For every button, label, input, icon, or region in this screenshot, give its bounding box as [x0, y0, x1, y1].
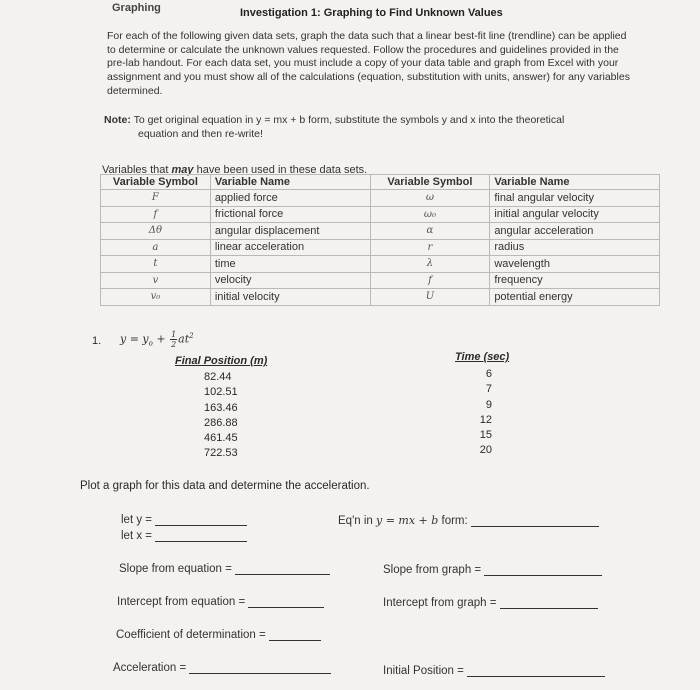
note-block — [104, 113, 629, 141]
position-value: 286.88 — [204, 416, 238, 429]
variable-symbol-cell: f — [370, 272, 490, 289]
initial-position-label: Initial Position = — [383, 665, 464, 677]
variable-name-cell: applied force — [210, 190, 370, 207]
variable-name-cell: time — [210, 256, 370, 273]
fraction-numerator: 1 — [171, 330, 177, 339]
variable-name-cell: linear acceleration — [210, 239, 370, 256]
formula-lhs: y = y — [120, 332, 149, 346]
eqn-label: Eq'n in — [338, 515, 376, 527]
slope-graph-field — [383, 564, 602, 576]
time-value: 6 — [485, 368, 492, 380]
variable-name-cell: wavelength — [490, 256, 660, 273]
variable-name-cell: angular acceleration — [490, 223, 660, 240]
variable-symbol-cell: F — [101, 190, 211, 207]
intercept-equation-label: Intercept from equation = — [117, 596, 246, 608]
variable-name-cell: velocity — [210, 272, 370, 289]
table-row — [101, 272, 660, 289]
acceleration-label: Acceleration = — [113, 662, 187, 674]
table-row — [101, 256, 660, 273]
let-x-label: let x = — [121, 530, 153, 542]
kinematics-equation — [120, 330, 194, 349]
variable-name-cell: initial angular velocity — [490, 206, 660, 223]
formula-plus: + — [152, 332, 170, 346]
formula-sub: o — [148, 339, 153, 348]
note-label: Note: — [104, 114, 131, 126]
table-header: Variable Name — [210, 175, 370, 190]
table-row — [101, 239, 660, 256]
intercept-graph-field — [383, 597, 598, 609]
table-header: Variable Symbol — [370, 175, 490, 190]
time-value: 7 — [485, 383, 492, 396]
time-value: 15 — [479, 429, 492, 442]
note-text-continued: equation and then re-write! — [138, 128, 263, 140]
initial-position-field — [383, 665, 605, 677]
coefficient-blank[interactable] — [269, 629, 321, 641]
formula-fraction — [170, 330, 177, 349]
variable-symbol-cell: ω — [370, 190, 490, 207]
variable-symbol-cell: ω₀ — [370, 206, 490, 223]
caption-pre: Variables that — [102, 164, 172, 176]
variable-symbol-cell: a — [101, 239, 211, 256]
note-text: To get original equation in y = mx + b form, substitute the symbols y and x into the theoretical — [133, 114, 565, 126]
variable-name-cell: frictional force — [210, 206, 370, 223]
variable-symbol-cell: f — [101, 206, 211, 223]
position-value: 722.53 — [204, 447, 238, 460]
table-row — [101, 206, 660, 223]
eqn-suffix: form: — [438, 515, 468, 527]
position-column — [204, 370, 238, 462]
variable-symbol-cell: r — [370, 239, 490, 256]
time-value: 12 — [479, 413, 492, 426]
variable-name-cell: initial velocity — [210, 289, 370, 306]
intercept-graph-label: Intercept from graph = — [383, 597, 497, 609]
table-header: Variable Name — [490, 175, 660, 190]
eqn-form: y = mx + b — [376, 514, 439, 527]
intro-paragraph: For each of the following given data sets, graph the data such that a linear best-fit line (trendline) can be applied to determine or calculate the unknown values requested. Follow the procedures and guidelines provided in the pre-lab handout. For each data set, you must include a copy of your data table and graph from Excel with your assignment and you must show all of the calculations (equation, substitution with units, answer) for any variables determined. — [107, 30, 630, 97]
variable-symbol-cell: λ — [370, 256, 490, 273]
variable-name-cell: radius — [490, 239, 660, 256]
equation-form-field — [338, 514, 599, 527]
variable-symbol-cell: α — [370, 223, 490, 240]
intercept-graph-blank[interactable] — [500, 597, 598, 609]
let-y-label: let y = — [121, 514, 153, 526]
question-number: 1. — [92, 335, 102, 347]
variable-name-cell: potential energy — [490, 289, 660, 306]
coefficient-label: Coefficient of determination = — [116, 629, 266, 641]
intercept-equation-blank[interactable] — [248, 596, 324, 608]
slope-graph-label: Slope from graph = — [383, 564, 482, 576]
variable-name-cell: frequency — [490, 272, 660, 289]
caption-post: have been used in these data sets. — [193, 164, 368, 176]
variable-name-cell: final angular velocity — [490, 190, 660, 207]
variable-symbol-cell: v — [101, 272, 211, 289]
variable-symbol-cell: Δθ — [101, 223, 211, 240]
variable-name-cell: angular displacement — [210, 223, 370, 240]
page-title: Investigation 1: Graphing to Find Unknown Values — [240, 7, 503, 19]
position-value: 82.44 — [204, 371, 232, 383]
table-header-row — [101, 175, 660, 190]
table-row — [101, 223, 660, 240]
acceleration-blank[interactable] — [189, 662, 331, 674]
let-x-field — [121, 530, 247, 542]
table-row — [101, 190, 660, 207]
caption-emphasis: may — [171, 164, 194, 176]
position-column-header: Final Position (m) — [175, 355, 268, 367]
slope-equation-blank[interactable] — [235, 563, 330, 575]
slope-equation-field — [119, 563, 330, 575]
time-value: 9 — [485, 398, 492, 411]
fraction-denominator: 2 — [171, 340, 177, 349]
time-value: 20 — [479, 444, 492, 457]
acceleration-field — [113, 662, 331, 674]
coefficient-field — [116, 629, 321, 641]
intercept-equation-field — [117, 596, 324, 608]
let-y-blank[interactable] — [155, 514, 247, 526]
formula-sup: 2 — [189, 331, 194, 340]
variable-symbol-cell: v₀ — [101, 289, 211, 306]
equation-blank[interactable] — [471, 515, 599, 527]
variable-symbol-cell: t — [101, 256, 211, 273]
initial-position-blank[interactable] — [467, 665, 605, 677]
page-header-label: Graphing — [112, 2, 161, 14]
let-x-blank[interactable] — [155, 530, 247, 542]
let-y-field — [121, 514, 247, 526]
plot-instruction: Plot a graph for this data and determine the acceleration. — [80, 480, 370, 492]
slope-graph-blank[interactable] — [484, 564, 602, 576]
time-column-header: Time (sec) — [455, 351, 510, 363]
variables-table — [100, 174, 660, 306]
table-row — [101, 289, 660, 306]
formula-tail: at — [178, 332, 190, 346]
time-column — [474, 367, 492, 459]
variable-symbol-cell: U — [370, 289, 490, 306]
position-value: 163.46 — [204, 401, 238, 414]
slope-equation-label: Slope from equation = — [119, 563, 232, 575]
position-value: 102.51 — [204, 386, 238, 399]
position-value: 461.45 — [204, 432, 238, 445]
table-header: Variable Symbol — [101, 175, 211, 190]
